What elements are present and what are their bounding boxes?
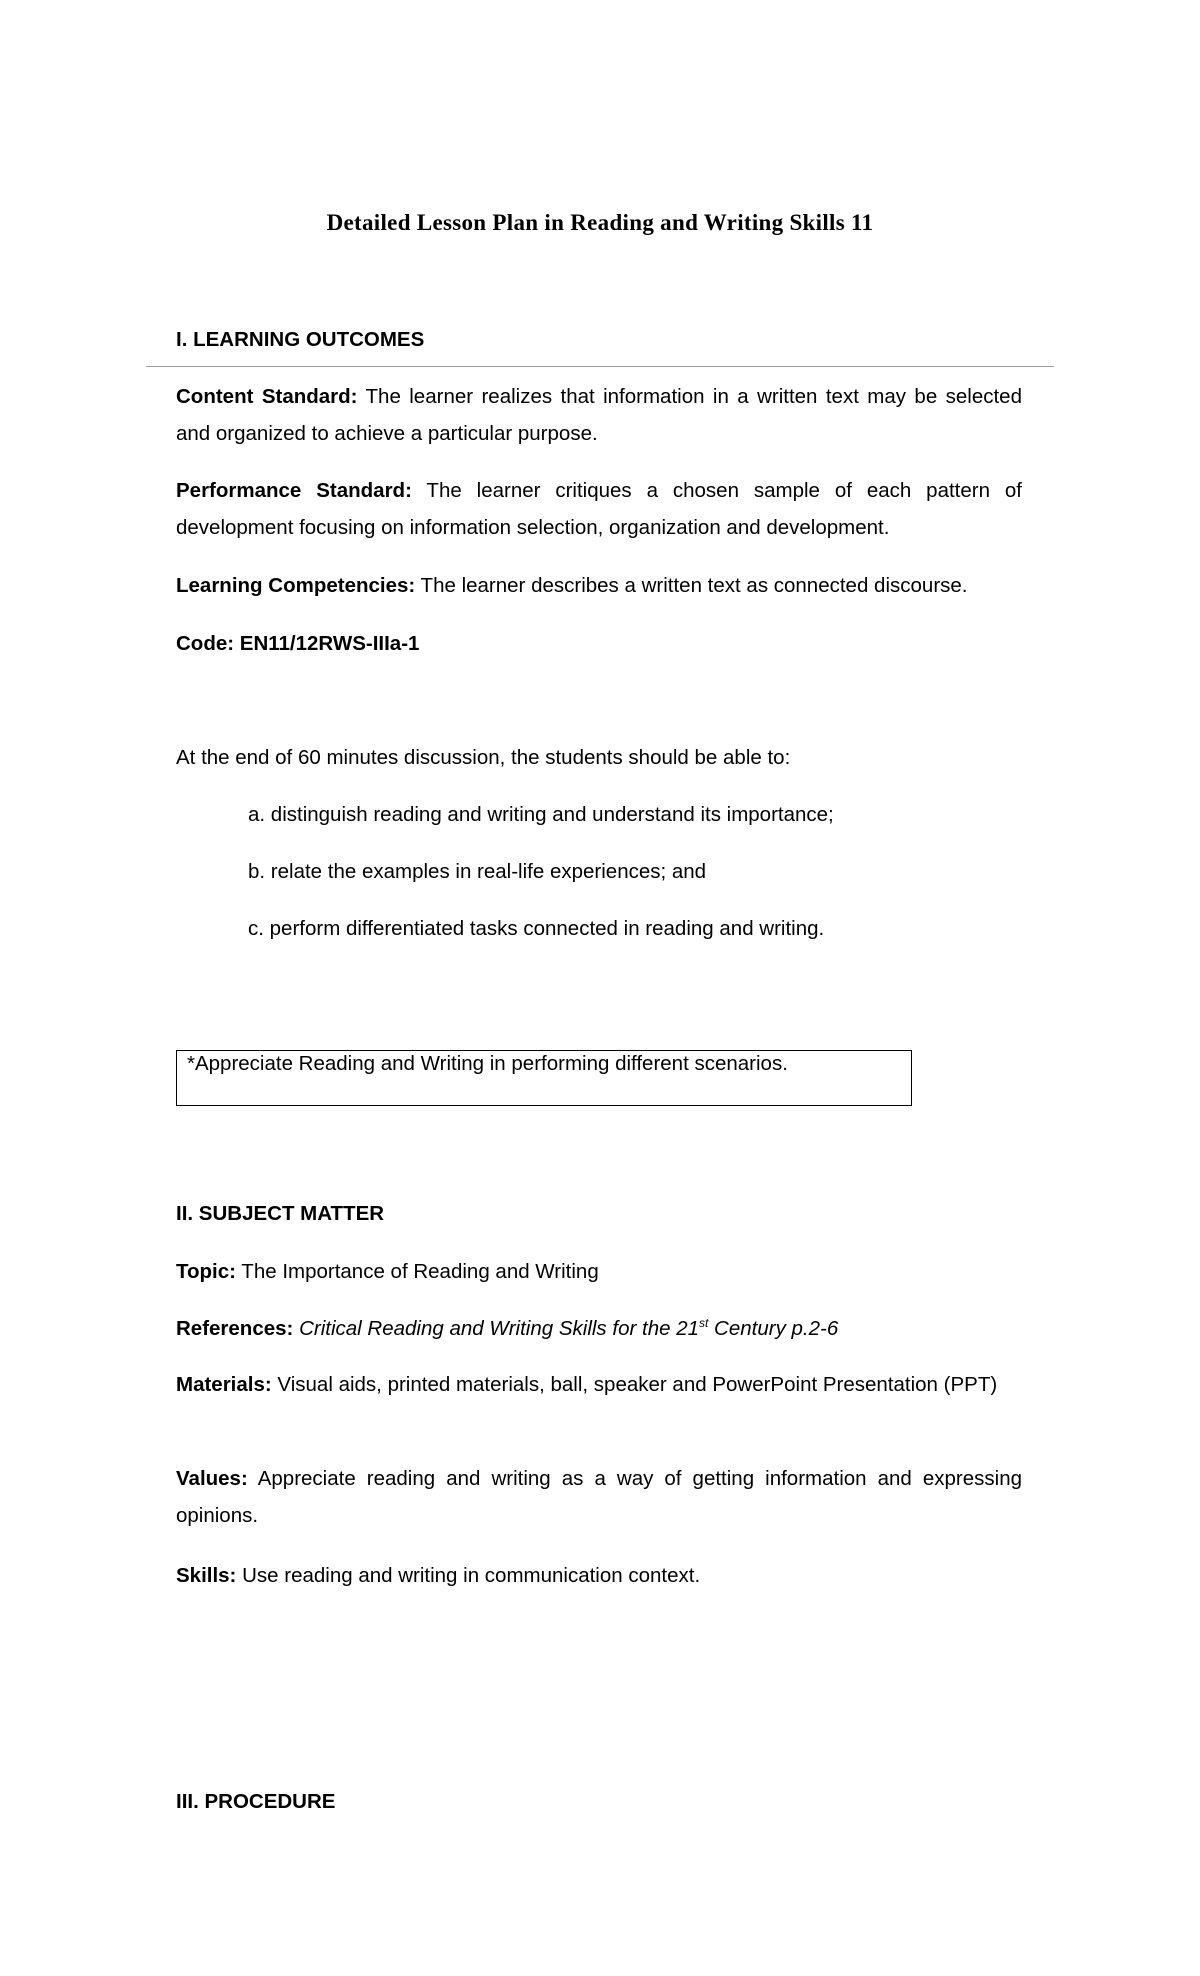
- performance-standard-text: The learner critiques a chosen sample of each pattern of development focusing on information selection, organization and development.: [176, 479, 1022, 539]
- horizontal-divider: [146, 366, 1054, 367]
- section-heading-subject-matter: II. SUBJECT MATTER: [176, 1202, 385, 1225]
- skills-text: Use reading and writing in communication context.: [236, 1564, 701, 1587]
- references-line: [176, 1317, 838, 1341]
- materials-text: Visual aids, printed materials, ball, speaker and PowerPoint Presentation (PPT): [271, 1373, 998, 1396]
- topic-line: [176, 1260, 599, 1284]
- competency-code: Code: EN11/12RWS-IIIa-1: [176, 632, 420, 655]
- references-label: References:: [176, 1317, 294, 1340]
- objectives-intro: At the end of 60 minutes discussion, the students should be able to:: [176, 746, 791, 769]
- topic-label: Topic:: [176, 1260, 236, 1283]
- performance-standard-paragraph: [176, 472, 1022, 546]
- objective-item-a: a. distinguish reading and writing and understand its importance;: [248, 803, 834, 826]
- materials-label: Materials:: [176, 1373, 272, 1396]
- boxed-note: [176, 1050, 912, 1106]
- content-standard-label: Content Standard:: [176, 385, 358, 408]
- references-superscript: st: [699, 1316, 709, 1331]
- topic-text: The Importance of Reading and Writing: [235, 1260, 599, 1283]
- learning-competencies-line: [176, 574, 968, 598]
- values-label: Values:: [176, 1467, 248, 1490]
- boxed-note-text: *Appreciate Reading and Writing in performing different scenarios.: [187, 1052, 788, 1075]
- skills-line: [176, 1564, 700, 1588]
- document-title: Detailed Lesson Plan in Reading and Writing Skills 11: [326, 210, 874, 235]
- references-text-end: Century p.2-6: [708, 1317, 839, 1340]
- content-standard-text: The learner realizes that information in a written text may be selected and organized to achieve a particular purpose.: [176, 385, 1022, 445]
- section-heading-learning-outcomes: I. LEARNING OUTCOMES: [176, 328, 425, 351]
- section-heading-procedure: III. PROCEDURE: [176, 1790, 336, 1813]
- objective-item-c: c. perform differentiated tasks connected in reading and writing.: [248, 917, 825, 940]
- values-paragraph: [176, 1460, 1022, 1534]
- references-text: Critical Reading and Writing Skills for the 21: [293, 1317, 699, 1340]
- materials-paragraph: [176, 1366, 1022, 1403]
- learning-competencies-text: The learner describes a written text as connected discourse.: [415, 574, 968, 597]
- objective-item-b: b. relate the examples in real-life experiences; and: [248, 860, 707, 883]
- performance-standard-label: Performance Standard:: [176, 479, 412, 502]
- values-text: Appreciate reading and writing as a way of getting information and expressing opinions.: [176, 1467, 1022, 1527]
- skills-label: Skills:: [176, 1564, 237, 1587]
- learning-competencies-label: Learning Competencies:: [176, 574, 416, 597]
- content-standard-paragraph: [176, 378, 1022, 452]
